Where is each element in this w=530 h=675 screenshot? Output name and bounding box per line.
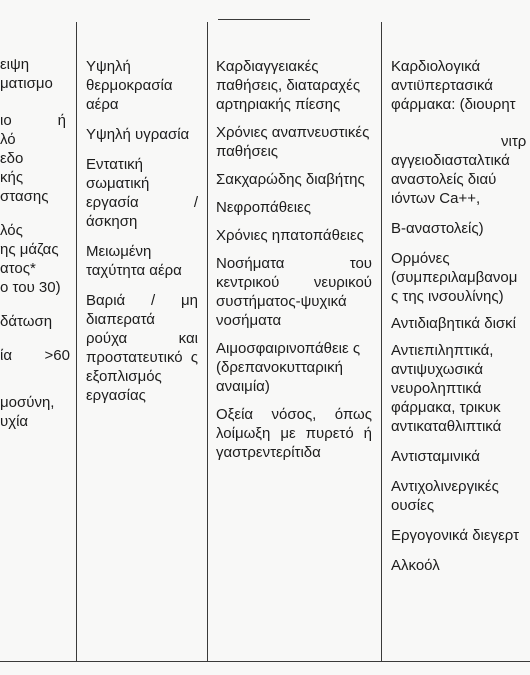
col4-line: νευροληπτικά (391, 380, 482, 397)
col1-line: υχία (0, 413, 29, 430)
col4-line: Καρδιολογικά (391, 58, 481, 75)
col4-line: Β-αναστολείς) (391, 220, 484, 237)
col3-item: Αιμοσφαιρινοπάθειε ς (δρεπανοκυτταρική αναιμία) (216, 340, 361, 395)
col4-line: αντικαταθλιπτικά (391, 418, 502, 435)
col4-line: αναστολείς διαύ (391, 171, 497, 188)
col1-line: ο του 30) (0, 279, 61, 296)
col1-line: δάτωση (0, 313, 53, 330)
column-4-cell (391, 57, 530, 575)
col3-item: Οξεία νόσος, όπως λοίμωξη με πυρετό ή γαστρεντερίτιδα (216, 406, 372, 461)
col4-line: (συμπεριλαμβανομ (391, 269, 518, 286)
column-border-2 (207, 22, 208, 662)
col4-line: Αλκοόλ (391, 557, 440, 574)
col4-line: Ορμόνες (391, 250, 450, 267)
col4-line: φάρμακα, τρικυκ (391, 399, 501, 416)
col2-item: Εντατική σωματική εργασία / άσκηση (86, 156, 198, 230)
col4-line: νιτρ (501, 133, 527, 150)
table-bottom-border (0, 661, 530, 662)
column-3-cell (216, 57, 372, 470)
col4-line: Αντιεπιληπτικά, (391, 342, 494, 359)
col1-line: λός (0, 222, 23, 239)
col1-line: ατος* (0, 260, 36, 277)
col1-line: ης μάζας (0, 241, 59, 258)
col1-line: ματισμο (0, 75, 53, 92)
col1-line: ία >60 (0, 347, 70, 364)
col4-line: Εργογονικά διεγερτ (391, 527, 520, 544)
col2-item: Υψηλή υγρασία (86, 126, 190, 143)
col3-item: Νεφροπάθειες (216, 199, 311, 216)
col2-item: Υψηλή θερμοκρασία αέρα (86, 58, 173, 113)
col4-line: ς της ινσουλίνης) (391, 288, 504, 305)
col2-item: Βαριά / μη διαπερατά ρούχα και προστατευτικό ς εξοπλισμός εργασίας (86, 292, 198, 404)
column-2-cell (86, 57, 198, 413)
col1-line: ιο ή (0, 112, 66, 129)
col4-line: Αντισταμινικά (391, 448, 480, 465)
col1-line: στασης (0, 188, 49, 205)
col4-line: αντιϋπερτασικά (391, 77, 493, 94)
col3-item: Νοσήματα του κεντρικού νευρικού συστήματος-ψυχικά νοσήματα (216, 255, 372, 329)
table-top-fragment-line (218, 19, 310, 20)
column-border-1 (76, 22, 77, 662)
col1-line: λό (0, 131, 16, 148)
col4-line: Αντιχολινεργικές (391, 478, 499, 495)
col3-item: Σακχαρώδης διαβήτης (216, 171, 365, 188)
col1-line: κής (0, 169, 24, 186)
column-1-cell (0, 55, 72, 431)
col4-line: αγγειοδιασταλτικά (391, 152, 510, 169)
col1-line: ειψη (0, 56, 30, 73)
col4-line: ουσίες (391, 497, 435, 514)
column-border-3 (381, 22, 382, 662)
col4-line: φάρμακα: (διουρητ (391, 96, 516, 113)
col4-line: αντιψυχωσικά (391, 361, 484, 378)
col3-item: Χρόνιες ηπατοπάθειες (216, 227, 364, 244)
col2-item: Μειωμένη ταχύτητα αέρα (86, 243, 182, 279)
col4-line: Αντιδιαβητικά δισκί (391, 315, 517, 332)
col4-line: ιόντων Ca++, (391, 190, 481, 207)
col1-line: μοσύνη, (0, 394, 55, 411)
col3-item: Χρόνιες αναπνευστικές παθήσεις (216, 124, 370, 160)
col3-item: Καρδιαγγειακές παθήσεις, διαταραχές αρτηριακής πίεσης (216, 58, 361, 113)
col1-line: εδο (0, 150, 24, 167)
